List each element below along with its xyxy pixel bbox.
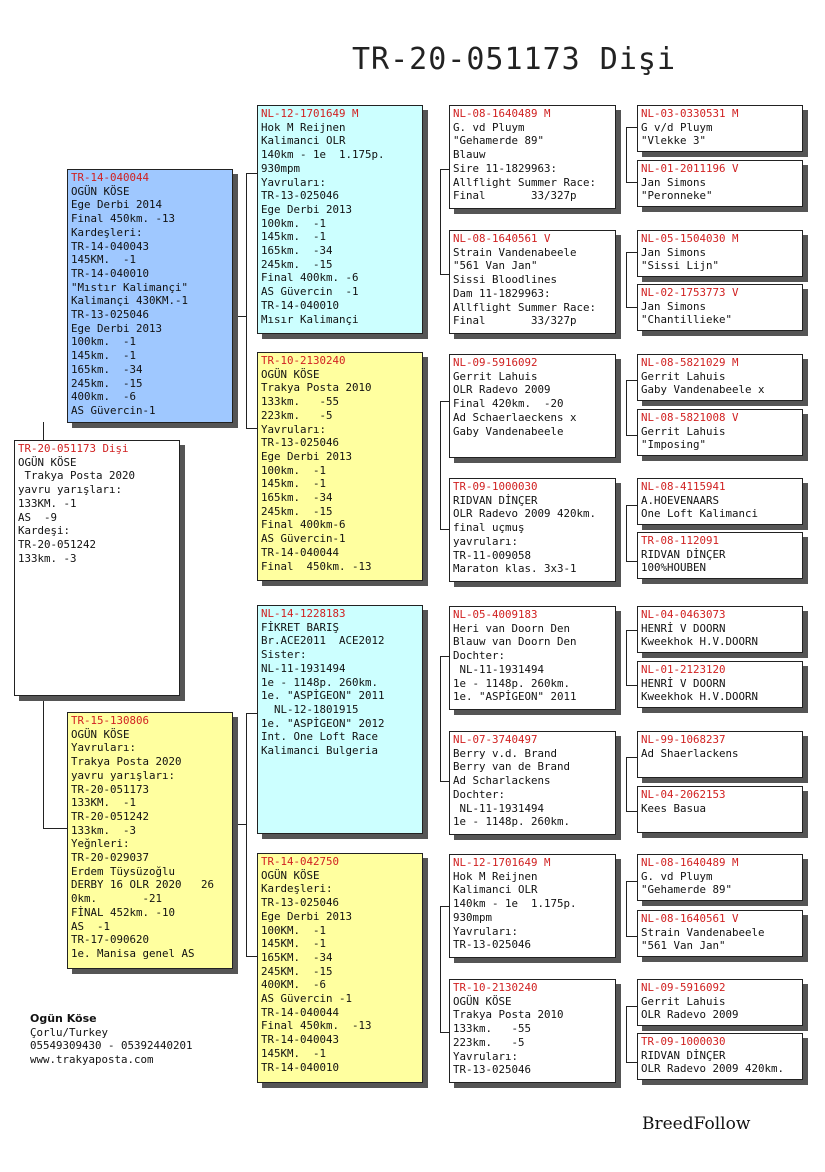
pedigree-info-line: Dam 11-1829963: <box>453 286 551 300</box>
pedigree-info-line: FİKRET BARIŞ <box>261 620 340 634</box>
connector <box>626 182 637 183</box>
pedigree-info-line: 100KM. -1 <box>261 923 327 937</box>
pedigree-info-line: Allflight Summer Race: <box>453 175 597 189</box>
pedigree-info-line: 223km. -5 <box>453 1035 525 1049</box>
connector <box>626 630 627 685</box>
pedigree-info-line: yavru yarışları: <box>18 483 123 497</box>
pedigree-info-line: Strain Vandenabeele <box>453 245 577 259</box>
pedigree-info-line: 145km. -1 <box>261 477 327 491</box>
pedigree-info-line: 140km - 1e 1.175p. <box>261 148 385 162</box>
connector <box>626 685 637 686</box>
connector <box>440 906 441 1032</box>
pedigree-info-line: AS -1 <box>71 919 111 933</box>
ring-number: TR-09-1000030 <box>641 1035 726 1048</box>
ring-number: NL-07-3740497 <box>453 733 538 746</box>
connector <box>626 881 627 936</box>
pedigree-info-line: 400km. -6 <box>71 390 137 404</box>
pedigree-info-line: HENRİ V DOORN <box>641 621 726 635</box>
ring-number: NL-04-0463073 <box>641 608 726 621</box>
pedigree-info-line: Kardeşleri: <box>261 882 333 896</box>
connector <box>440 401 449 402</box>
ring-number: TR-20-051173 Dişi <box>18 442 129 455</box>
pedigree-info-line: Yavruları: <box>261 175 327 189</box>
ring-number: NL-08-1640561 V <box>641 912 739 925</box>
pedigree-box-g4[interactable] <box>637 854 803 901</box>
breeder-phones: 05549309430 - 05392440201 <box>30 1039 193 1052</box>
connector <box>626 561 637 562</box>
pedigree-box-g4[interactable] <box>637 532 803 579</box>
pedigree-info-line: OGÜN KÖSE <box>453 994 512 1008</box>
ring-number: NL-04-2062153 <box>641 788 726 801</box>
ring-number: NL-05-4009183 <box>453 608 538 621</box>
ring-number: TR-10-2130240 <box>261 354 346 367</box>
pedigree-info-line: NL-11-1931494 <box>453 801 545 815</box>
pedigree-box-g3[interactable] <box>449 731 616 835</box>
pedigree-info-line: "Imposing" <box>641 438 707 452</box>
pedigree-info-line: Final 33/327p <box>453 314 577 328</box>
pedigree-box-g3[interactable] <box>449 854 616 958</box>
ring-number: NL-99-1068237 <box>641 733 726 746</box>
pedigree-box-g3[interactable] <box>449 606 616 710</box>
pedigree-info-line: Ege Derbi 2013 <box>261 909 353 923</box>
pedigree-info-line: "Gehamerde 89" <box>453 134 545 148</box>
ring-number: NL-08-5821008 V <box>641 411 739 424</box>
pedigree-info-line: TR-14-040043 <box>261 1033 340 1047</box>
pedigree-box-sire[interactable] <box>67 169 233 423</box>
pedigree-info-line: 145KM. -1 <box>71 253 137 267</box>
pedigree-box-g4[interactable] <box>637 354 803 401</box>
pedigree-info-line: 1e. "ASPİGEON" 2011 <box>261 689 385 703</box>
connector <box>440 274 449 275</box>
ring-number: NL-08-5821029 M <box>641 356 739 369</box>
pedigree-info-line: AS Güvercin-1 <box>261 532 346 546</box>
connector <box>440 656 449 657</box>
pedigree-info-line: Dochter: <box>453 787 506 801</box>
pedigree-info-line: Jan Simons <box>641 245 707 259</box>
pedigree-box-g4[interactable] <box>637 606 803 653</box>
pedigree-info-line: Blauw van Doorn Den <box>453 635 577 649</box>
pedigree-box-g4[interactable] <box>637 979 803 1026</box>
pedigree-info-line: AS Güvercin -1 <box>261 992 353 1006</box>
pedigree-info-line: "Gehamerde 89" <box>641 883 733 897</box>
connector <box>626 936 637 937</box>
pedigree-info-line: "Chantillieke" <box>641 313 733 327</box>
pedigree-info-line: Int. One Loft Race <box>261 730 379 744</box>
connector <box>626 1006 627 1062</box>
connector <box>626 252 627 307</box>
pedigree-info-line: Allflight Summer Race: <box>453 300 597 314</box>
ring-number: NL-02-1753773 V <box>641 286 739 299</box>
pedigree-info-line: Dochter: <box>453 649 506 663</box>
connector <box>440 169 441 274</box>
pedigree-info-line: TR-11-009058 <box>453 548 532 562</box>
pedigree-info-line: Jan Simons <box>641 299 707 313</box>
pedigree-box-g3[interactable] <box>449 979 616 1083</box>
pedigree-info-line: 100km. -1 <box>71 335 137 349</box>
pedigree-info-line: OGÜN KÖSE <box>261 868 320 882</box>
pedigree-info-line: 1e - 1148p. 260km. <box>453 676 571 690</box>
pedigree-info-line: RIDVAN DİNÇER <box>453 493 538 507</box>
pedigree-info-line: RIDVAN DİNÇER <box>641 1048 726 1062</box>
pedigree-info-line: Final 450km. -13 <box>261 1019 372 1033</box>
pedigree-info-line: OLR Radevo 2009 <box>453 383 551 397</box>
pedigree-info-line: 145KM. -1 <box>261 937 327 951</box>
pedigree-info-line: 145KM. -1 <box>261 1046 327 1060</box>
pedigree-info-line: Final 33/327p <box>453 189 577 203</box>
pedigree-info-line: NL-11-1931494 <box>261 661 346 675</box>
connector <box>440 1032 449 1033</box>
pedigree-info-line: TR-13-025046 <box>71 308 150 322</box>
ring-number: TR-15-130806 <box>71 714 150 727</box>
pedigree-info-line: 165KM. -34 <box>261 950 333 964</box>
pedigree-info-line: 245km. -15 <box>71 376 143 390</box>
pedigree-info-line: "Mıstır Kalimançi" <box>71 280 189 294</box>
pedigree-info-line: Gerrit Lahuis <box>453 369 538 383</box>
pedigree-info-line: G v/d Pluym <box>641 120 713 134</box>
connector <box>626 380 627 435</box>
connector <box>626 757 637 758</box>
connector <box>626 380 637 381</box>
pedigree-info-line: TR-14-040044 <box>261 545 340 559</box>
pedigree-box-dam-sire[interactable] <box>257 605 423 834</box>
pedigree-info-line: Gerrit Lahuis <box>641 369 726 383</box>
connector <box>43 422 44 440</box>
connector <box>626 127 627 182</box>
connector <box>233 824 246 825</box>
pedigree-info-line: Trakya Posta 2020 <box>71 755 182 769</box>
connector <box>440 529 449 530</box>
breeder-info <box>30 1012 193 1066</box>
pedigree-info-line: Yeğnleri: <box>71 837 130 851</box>
connector <box>626 757 627 811</box>
pedigree-info-line: 400KM. -6 <box>261 978 327 992</box>
pedigree-info-line: TR-14-040044 <box>261 1005 340 1019</box>
pedigree-info-line: Trakya Posta 2020 <box>18 469 136 483</box>
ring-number: NL-12-1701649 M <box>261 107 359 120</box>
pedigree-box-g3[interactable] <box>449 478 616 582</box>
pedigree-info-line: yavruları: <box>453 534 519 548</box>
pedigree-info-line: 1e. Manisa genel AS <box>71 946 195 960</box>
connector <box>626 127 637 128</box>
connector <box>626 1006 637 1007</box>
pedigree-info-line: TR-20-051242 <box>71 809 150 823</box>
pedigree-info-line: TR-14-040010 <box>261 298 340 312</box>
connector <box>246 713 247 956</box>
pedigree-info-line: Ege Derbi 2014 <box>71 198 163 212</box>
pedigree-info-line: Berry van de Brand <box>453 760 571 774</box>
pedigree-info-line: 133KM. -1 <box>18 496 77 510</box>
pedigree-info-line: G. vd Pluym <box>641 869 713 883</box>
pedigree-info-line: Heri van Doorn Den <box>453 621 571 635</box>
ring-number: NL-08-1640561 V <box>453 232 551 245</box>
pedigree-info-line: 100km. -1 <box>261 463 327 477</box>
pedigree-box-sire-dam[interactable] <box>257 352 423 581</box>
pedigree-info-line: Final 450km. -13 <box>261 559 372 573</box>
connector <box>626 881 637 882</box>
pedigree-info-line: Sissi Bloodlines <box>453 273 558 287</box>
pedigree-box-g4[interactable] <box>637 661 803 708</box>
pedigree-info-line: Gaby Vandenabeele <box>453 424 564 438</box>
pedigree-box-sire-sire[interactable] <box>257 105 423 334</box>
pedigree-info-line: Hok M Reijnen <box>453 869 538 883</box>
pedigree-box-dam[interactable] <box>67 712 233 969</box>
connector <box>626 505 637 506</box>
breeder-location: Çorlu/Turkey <box>30 1025 109 1039</box>
pedigree-info-line: 165km. -34 <box>261 244 333 258</box>
pedigree-info-line: NL-12-1801915 <box>261 702 359 716</box>
pedigree-info-line: yavru yarışları: <box>71 768 176 782</box>
connector <box>43 828 69 829</box>
pedigree-info-line: Mısır Kalimançi <box>261 312 359 326</box>
pedigree-info-line: OGÜN KÖSE <box>18 455 77 469</box>
pedigree-info-line: Final 400km. -6 <box>261 271 359 285</box>
pedigree-info-line: Gerrit Lahuis <box>641 994 726 1008</box>
pedigree-box-g3[interactable] <box>449 230 616 334</box>
pedigree-info-line: OLR Radevo 2009 420km. <box>453 507 597 521</box>
pedigree-info-line: Yavruları: <box>453 924 519 938</box>
pedigree-info-line: AS -9 <box>18 510 58 524</box>
pedigree-info-line: 1e. "ASPİGEON" 2011 <box>453 690 577 704</box>
pedigree-info-line: 140km - 1e 1.175p. <box>453 897 577 911</box>
pedigree-box-dam-dam[interactable] <box>257 853 423 1083</box>
breeder-website[interactable]: www.trakyaposta.com <box>30 1052 154 1066</box>
pedigree-info-line: 145km. -1 <box>71 349 137 363</box>
pedigree-info-line: HENRİ V DOORN <box>641 676 726 690</box>
ring-number: NL-12-1701649 M <box>453 856 551 869</box>
pedigree-info-line: TR-14-040010 <box>261 1060 340 1074</box>
pedigree-info-line: A.HOEVENAARS <box>641 493 720 507</box>
pedigree-info-line: Gerrit Lahuis <box>641 424 726 438</box>
pedigree-box-g4[interactable] <box>637 731 803 778</box>
ring-number: TR-08-112091 <box>641 534 720 547</box>
pedigree-info-line: final uçmuş <box>453 521 525 535</box>
pedigree-box-g4[interactable] <box>637 786 803 833</box>
pedigree-info-line: Yavruları: <box>261 422 327 436</box>
pedigree-info-line: Kweekhok H.V.DOORN <box>641 635 759 649</box>
pedigree-info-line: 223km. -5 <box>261 408 333 422</box>
pedigree-info-line: 145km. -1 <box>261 230 327 244</box>
pedigree-info-line: Ege Derbi 2013 <box>71 321 163 335</box>
pedigree-info-line: Trakya Posta 2010 <box>453 1008 564 1022</box>
ring-number: NL-01-2011196 V <box>641 162 739 175</box>
ring-number: NL-09-5916092 <box>453 356 538 369</box>
pedigree-info-line: Ad Shaerlackens <box>641 746 739 760</box>
ring-number: NL-08-4115941 <box>641 480 726 493</box>
pedigree-box-g4[interactable] <box>637 478 803 525</box>
pedigree-info-line: One Loft Kalimanci <box>641 507 759 521</box>
connector <box>43 696 44 828</box>
pedigree-box-g4[interactable] <box>637 105 803 152</box>
pedigree-info-line: Yavruları: <box>453 1049 519 1063</box>
pedigree-info-line: 1e - 1148p. 260km. <box>261 675 379 689</box>
pedigree-box-g4[interactable] <box>637 230 803 277</box>
pedigree-info-line: "561 Van Jan" <box>453 259 538 273</box>
pedigree-box-g3[interactable] <box>449 105 616 209</box>
connector <box>626 811 637 812</box>
connector <box>440 906 449 907</box>
pedigree-info-line: RIDVAN DİNÇER <box>641 547 726 561</box>
connector <box>626 505 627 561</box>
connector <box>246 173 247 428</box>
pedigree-info-line: Kardeşleri: <box>71 225 143 239</box>
pedigree-info-line: Blauw <box>453 148 486 162</box>
connector <box>233 316 246 317</box>
pedigree-info-line: "561 Van Jan" <box>641 939 726 953</box>
pedigree-info-line: 100km. -1 <box>261 216 327 230</box>
pedigree-info-line: TR-17-090620 <box>71 933 150 947</box>
pedigree-info-line: DERBY 16 OLR 2020 26 <box>71 878 215 892</box>
pedigree-info-line: TR-13-025046 <box>261 436 340 450</box>
pedigree-info-line: Kalimanci Bulgeria <box>261 744 379 758</box>
pedigree-info-line: TR-20-051173 <box>71 782 150 796</box>
pedigree-box-g4[interactable] <box>637 1033 803 1080</box>
pedigree-info-line: 100%HOUBEN <box>641 561 707 575</box>
pedigree-info-line: NL-11-1931494 <box>453 662 545 676</box>
pedigree-info-line: 1e. "ASPİGEON" 2012 <box>261 716 385 730</box>
pedigree-box-g4[interactable] <box>637 409 803 456</box>
connector <box>440 781 449 782</box>
pedigree-info-line: TR-20-029037 <box>71 851 150 865</box>
pedigree-info-line: 930mpm <box>453 910 493 924</box>
pedigree-info-line: 133km. -55 <box>453 1022 532 1036</box>
pedigree-info-line: TR-13-025046 <box>261 189 340 203</box>
pedigree-info-line: OGÜN KÖSE <box>71 184 130 198</box>
pedigree-box-g4[interactable] <box>637 910 803 957</box>
pedigree-info-line: Ege Derbi 2013 <box>261 449 353 463</box>
connector <box>440 656 441 781</box>
pedigree-info-line: 165km. -34 <box>261 491 333 505</box>
breeder-name: Ogün Köse <box>30 1012 97 1025</box>
pedigree-info-line: 165km. -34 <box>71 362 143 376</box>
pedigree-info-line: TR-14-040010 <box>71 266 150 280</box>
pedigree-info-line: Strain Vandenabeele <box>641 925 765 939</box>
pedigree-info-line: TR-13-025046 <box>453 1063 532 1077</box>
pedigree-info-line: TR-14-040043 <box>71 239 150 253</box>
pedigree-info-line: Hok M Reijnen <box>261 120 346 134</box>
pedigree-info-line: TR-13-025046 <box>261 896 340 910</box>
pedigree-info-line: Kardeşi: <box>18 524 71 538</box>
pedigree-box-g3[interactable] <box>449 354 616 458</box>
pedigree-info-line: Br.ACE2011 ACE2012 <box>261 634 385 648</box>
pedigree-info-line: TR-20-051242 <box>18 537 97 551</box>
pedigree-info-line: Jan Simons <box>641 175 707 189</box>
pedigree-info-line: Sire 11-1829963: <box>453 161 558 175</box>
pedigree-info-line: 133km. -55 <box>261 395 340 409</box>
pedigree-info-line: FİNAL 452km. -10 <box>71 905 176 919</box>
pedigree-info-line: OLR Radevo 2009 <box>641 1008 739 1022</box>
pedigree-info-line: 0km. -21 <box>71 892 163 906</box>
pedigree-info-line: Maraton klas. 3x3-1 <box>453 562 577 576</box>
pedigree-info-line: 245km. -15 <box>261 257 333 271</box>
connector <box>626 435 637 436</box>
ring-number: TR-09-1000030 <box>453 480 538 493</box>
pedigree-info-line: OGÜN KÖSE <box>71 727 130 741</box>
pedigree-info-line: Trakya Posta 2010 <box>261 381 372 395</box>
ring-number: NL-08-1640489 M <box>641 856 739 869</box>
pedigree-info-line: OGÜN KÖSE <box>261 367 320 381</box>
pedigree-info-line: Gaby Vandenabeele x <box>641 383 765 397</box>
pedigree-info-line: "Peronneke" <box>641 189 713 203</box>
brand-logo-text: BreedFollow <box>642 1114 751 1134</box>
pedigree-info-line: G. vd Pluym <box>453 120 525 134</box>
ring-number: NL-03-0330531 M <box>641 107 739 120</box>
pedigree-info-line: Kweekhok H.V.DOORN <box>641 690 759 704</box>
ring-number: TR-10-2130240 <box>453 981 538 994</box>
connector <box>626 630 637 631</box>
pedigree-info-line: 133KM. -1 <box>71 796 137 810</box>
pedigree-info-line: Berry v.d. Brand <box>453 746 558 760</box>
pedigree-info-line: AS Güvercin-1 <box>71 403 156 417</box>
ring-number: NL-01-2123120 <box>641 663 726 676</box>
pedigree-info-line: 133km. -3 <box>18 551 77 565</box>
pedigree-info-line: Final 450km. -13 <box>71 212 176 226</box>
pedigree-info-line: Ad Scharlackens <box>453 774 551 788</box>
pedigree-info-line: 930mpm <box>261 161 301 175</box>
ring-number: NL-09-5916092 <box>641 981 726 994</box>
pedigree-info-line: Yavruları: <box>71 741 137 755</box>
connector <box>626 307 637 308</box>
ring-number: NL-14-1228183 <box>261 607 346 620</box>
connector <box>440 169 449 170</box>
ring-number: NL-05-1504030 M <box>641 232 739 245</box>
pedigree-info-line: Final 420km. -20 <box>453 397 564 411</box>
pedigree-info-line: OLR Radevo 2009 420km. <box>641 1062 785 1076</box>
page-title: TR-20-051173 Dişi <box>352 42 677 77</box>
pedigree-info-line: Final 400km-6 <box>261 518 346 532</box>
pedigree-info-line: 1e - 1148p. 260km. <box>453 815 571 829</box>
ring-number: TR-14-040044 <box>71 171 150 184</box>
pedigree-info-line: Kees Basua <box>641 801 707 815</box>
pedigree-info-line: "Sissi Lijn" <box>641 259 720 273</box>
connector <box>626 1062 637 1063</box>
pedigree-info-line: Kalimançi 430KM.-1 <box>71 294 189 308</box>
pedigree-info-line: "Vlekke 3" <box>641 134 707 148</box>
pedigree-info-line: Kalimanci OLR <box>261 134 346 148</box>
pedigree-info-line: 245KM. -15 <box>261 964 333 978</box>
pedigree-box-g4[interactable] <box>637 160 803 207</box>
connector <box>626 252 637 253</box>
pedigree-info-line: 133km. -3 <box>71 823 137 837</box>
pedigree-info-line: Sister: <box>261 648 307 662</box>
pedigree-box-subject[interactable] <box>14 440 180 696</box>
connector <box>440 401 441 529</box>
pedigree-info-line: Kalimanci OLR <box>453 883 538 897</box>
ring-number: NL-08-1640489 M <box>453 107 551 120</box>
pedigree-info-line: 245km. -15 <box>261 504 333 518</box>
pedigree-info-line: TR-13-025046 <box>453 938 532 952</box>
pedigree-box-g4[interactable] <box>637 284 803 331</box>
pedigree-info-line: Ege Derbi 2013 <box>261 202 353 216</box>
ring-number: TR-14-042750 <box>261 855 340 868</box>
pedigree-info-line: Ad Schaerlaeckens x <box>453 410 577 424</box>
pedigree-info-line: AS Güvercin -1 <box>261 285 359 299</box>
pedigree-info-line: Erdem Tüysüzoğlu <box>71 864 176 878</box>
